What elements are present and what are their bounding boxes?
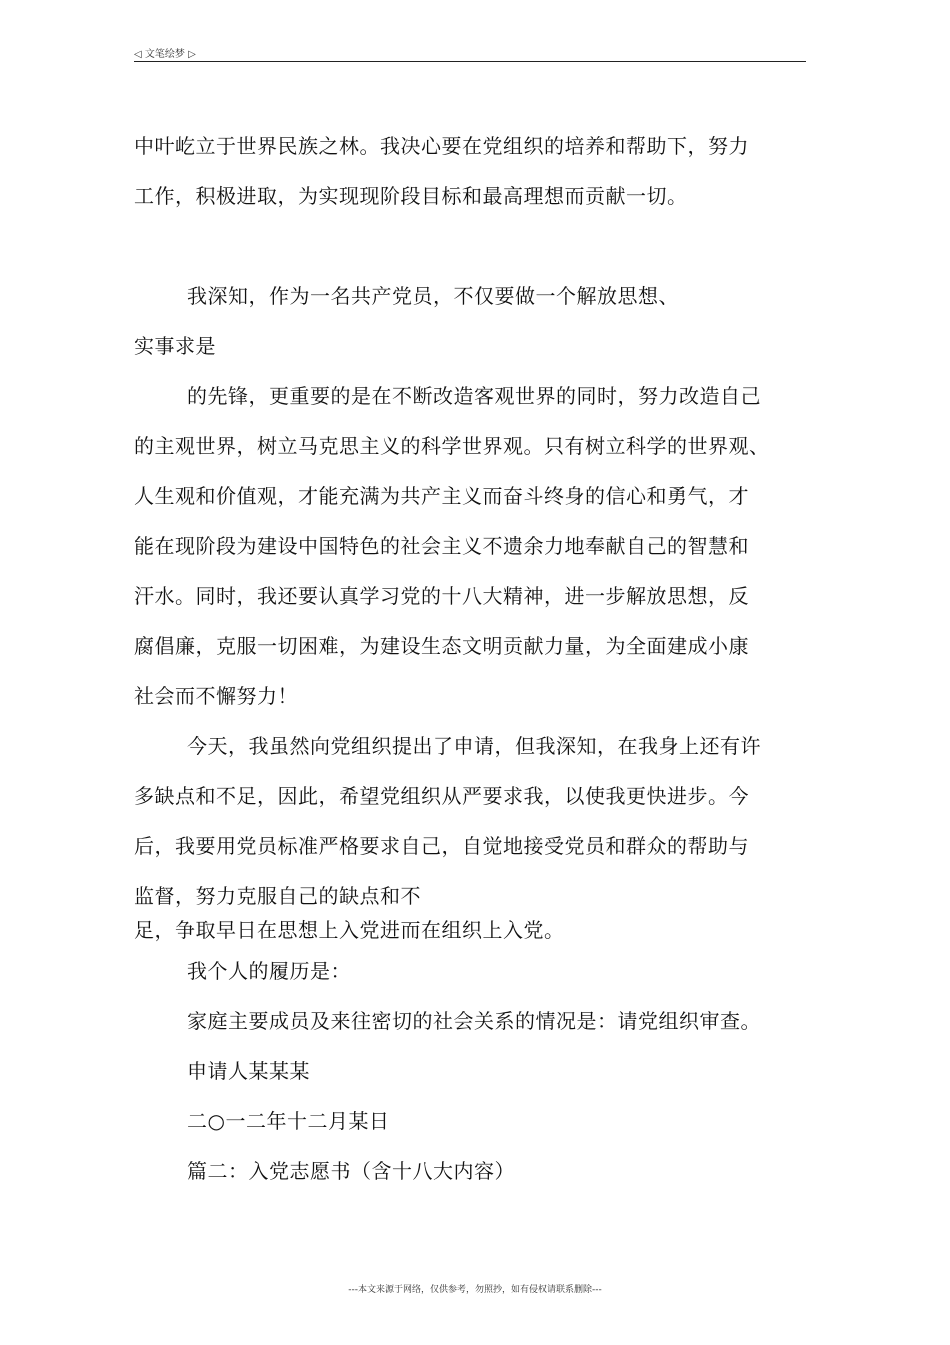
paragraph-4-line-1: 今天，我虽然向党组织提出了申请，但我深知，在我身上还有许 [187, 734, 761, 758]
family-relations-line: 家庭主要成员及来往密切的社会关系的情况是：请党组织审查。 [187, 1009, 761, 1033]
paragraph-4-line-2: 多缺点和不足，因此，希望党组织从严要求我，以使我更快进步。今 [134, 784, 749, 808]
page-footer-note: ---本文来源于网络，仅供参考，勿照抄，如有侵权请联系删除--- [348, 1285, 602, 1295]
resume-label: 我个人的履历是： [187, 959, 351, 983]
paragraph-3-line-3: 人生观和价值观，才能充满为共产主义而奋斗终身的信心和勇气，才 [134, 484, 749, 508]
paragraph-4-line-4: 监督，努力克服自己的缺点和不 [134, 884, 421, 908]
paragraph-3-line-6: 腐倡廉，克服一切困难，为建设生态文明贡献力量，为全面建成小康 [134, 634, 749, 658]
paragraph-1-line-2: 工作，积极进取，为实现现阶段目标和最高理想而贡献一切。 [134, 184, 688, 208]
paragraph-4-line-5: 足，争取早日在思想上入党进而在组织上入党。 [134, 918, 565, 942]
paragraph-3-line-4: 能在现阶段为建设中国特色的社会主义不遗余力地奉献自己的智慧和 [134, 534, 749, 558]
paragraph-1-line-1: 中叶屹立于世界民族之林。我决心要在党组织的培养和帮助下，努力 [134, 134, 749, 158]
header-title: 文笔绘梦 [144, 49, 185, 60]
paragraph-4-line-3: 后，我要用党员标准严格要求自己，自觉地接受党员和群众的帮助与 [134, 834, 749, 858]
paragraph-2-line-2: 实事求是 [134, 334, 216, 358]
right-triangle-icon: ▷ [188, 49, 196, 60]
paragraph-3-line-7: 社会而不懈努力！ [134, 684, 298, 708]
paragraph-2-line-1: 我深知，作为一名共产党员，不仅要做一个解放思想、 [187, 284, 679, 308]
applicant-signature: 申请人某某某 [187, 1059, 310, 1083]
left-triangle-icon: ◁ [134, 49, 142, 60]
application-date: 二○一二年十二月某日 [187, 1109, 390, 1133]
page-header [134, 44, 806, 62]
next-section-title: 篇二：入党志愿书（含十八大内容） [187, 1159, 515, 1183]
header-title-group [134, 45, 196, 60]
paragraph-3-line-2: 的主观世界，树立马克思主义的科学世界观。只有树立科学的世界观、 [134, 434, 770, 458]
paragraph-3-line-5: 汗水。同时，我还要认真学习党的十八大精神，进一步解放思想，反 [134, 584, 749, 608]
paragraph-3-line-1: 的先锋，更重要的是在不断改造客观世界的同时，努力改造自己 [187, 384, 761, 408]
